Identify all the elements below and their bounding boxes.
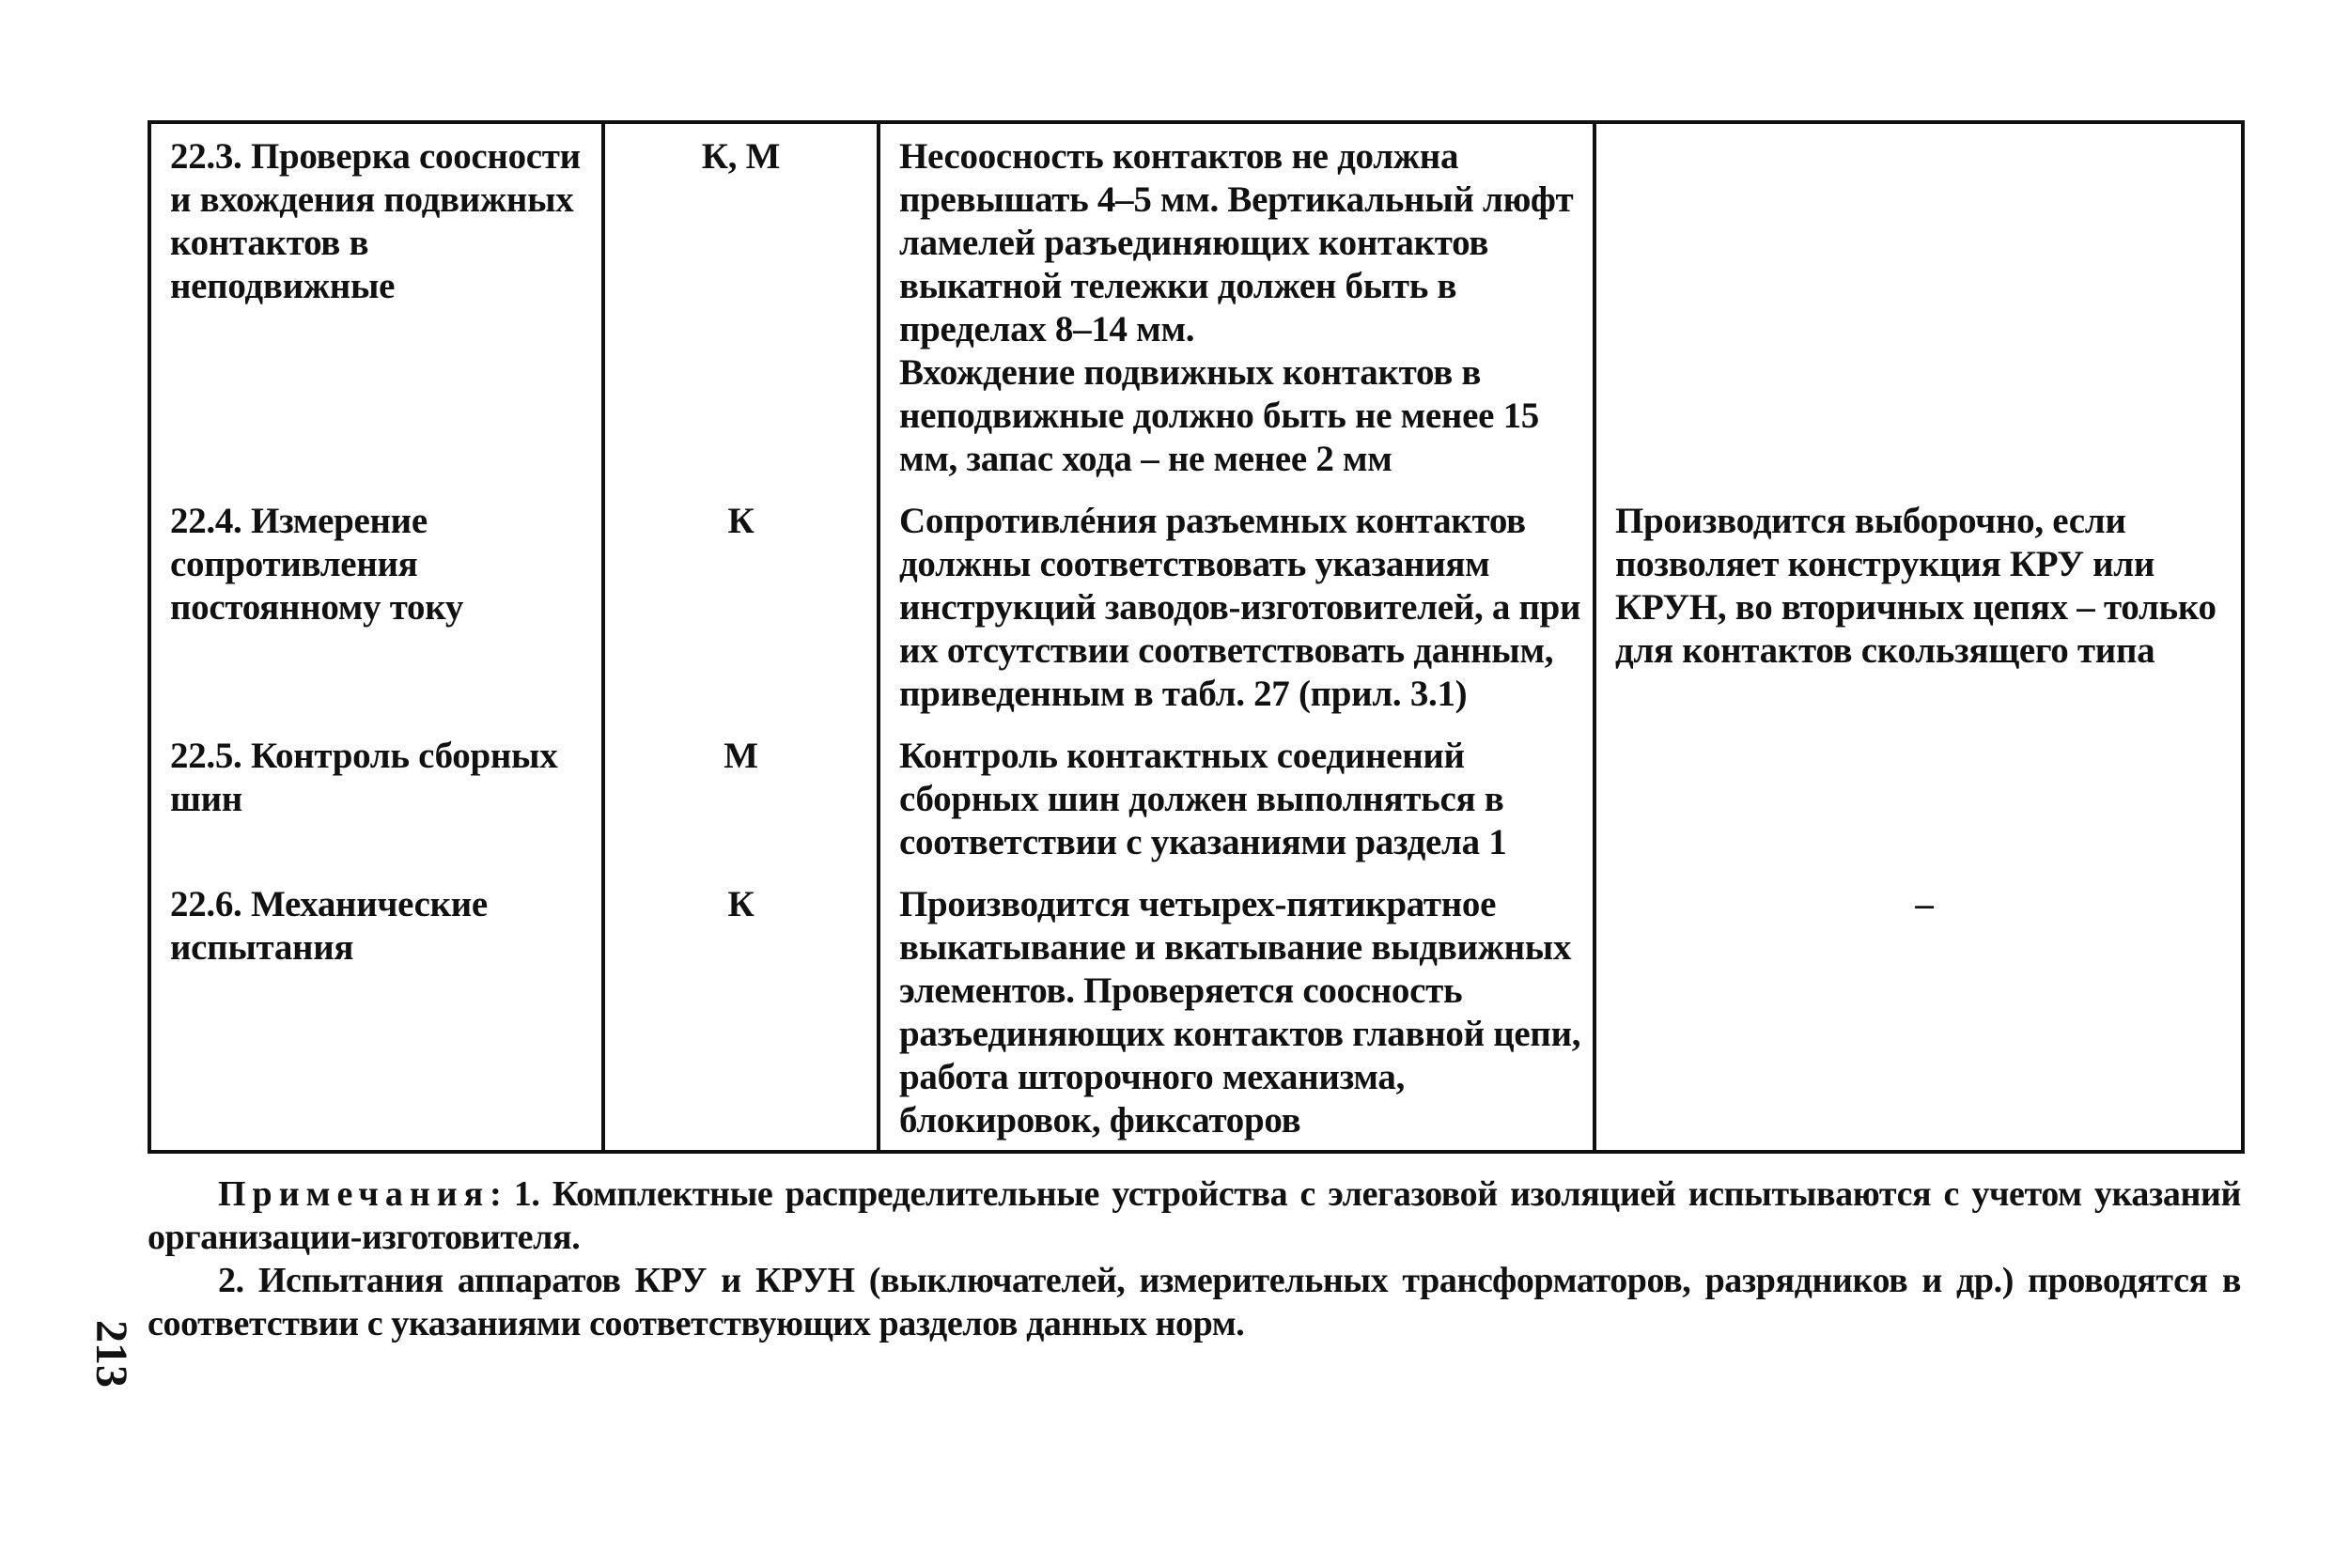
requirement-cell: Сопротивлéния разъемных контактов должны соответствовать указаниям инструкций заводов-изготовителей, а при их отсутствии соответствовать данным, приведенным в табл. 27 (прил. 3.1) (879, 489, 1595, 723)
note-cell (1595, 122, 2243, 489)
test-item-cell: 22.6. Механические испытания (149, 872, 603, 1152)
requirement-text: Несоосность контактов не должна превышать 4–5 мм. Вертикальный люфт ламелей разъединяющих контактов выкатной тележки должен быть в пределах 8–14 мм. (899, 136, 1574, 349)
note-1 (148, 1172, 2241, 1259)
page-number: 213 (86, 1320, 136, 1388)
table-row (149, 723, 2243, 872)
table-row (149, 122, 2243, 489)
requirement-cell (879, 122, 1595, 489)
requirement-cell: Контроль контактных соединений сборных шин должен выполняться в соответствии с указаниями раздела 1 (879, 723, 1595, 872)
test-category-cell: М (603, 723, 879, 872)
test-item-cell: 22.5. Контроль сборных шин (149, 723, 603, 872)
test-category-cell: К, М (603, 122, 879, 489)
note-2: 2. Испытания аппаратов КРУ и КРУН (выключателей, измерительных трансформаторов, разрядников и др.) проводятся в соответствии с указаниями соответствующих разделов данных норм. (148, 1261, 2241, 1343)
note-cell (1595, 723, 2243, 872)
note-cell: Производится выборочно, если позволяет конструкция КРУ или КРУН, во вторичных цепях – только для контактов скользящего типа (1595, 489, 2243, 723)
test-item-cell: 22.4. Измерение сопротивления постоянному току (149, 489, 603, 723)
notes-section (148, 1172, 2241, 1345)
requirement-text-continued: Вхождение подвижных контактов в неподвижные должно быть не менее 15 мм, запас хода – не менее 2 мм (899, 352, 1539, 479)
requirement-cell: Производится четырех-пятикратное выкатывание и вкатывание выдвижных элементов. Проверяется соосность разъединяющих контактов главной цепи, работа шторочного механизма, блокировок, фиксаторов (879, 872, 1595, 1152)
note-cell: – (1595, 872, 2243, 1152)
note-1-text: : 1. Комплектные распределительные устройства с элегазовой изоляцией испытываются с учетом указаний организации-изготовителя. (148, 1174, 2241, 1257)
test-item-cell: 22.3. Проверка соосности и вхождения подвижных контактов в неподвижные (149, 122, 603, 489)
test-category-cell: К (603, 489, 879, 723)
notes-label: Примечания (218, 1174, 490, 1214)
test-category-cell: К (603, 872, 879, 1152)
table-row (149, 872, 2243, 1152)
test-norms-table (148, 120, 2245, 1154)
table-row (149, 489, 2243, 723)
